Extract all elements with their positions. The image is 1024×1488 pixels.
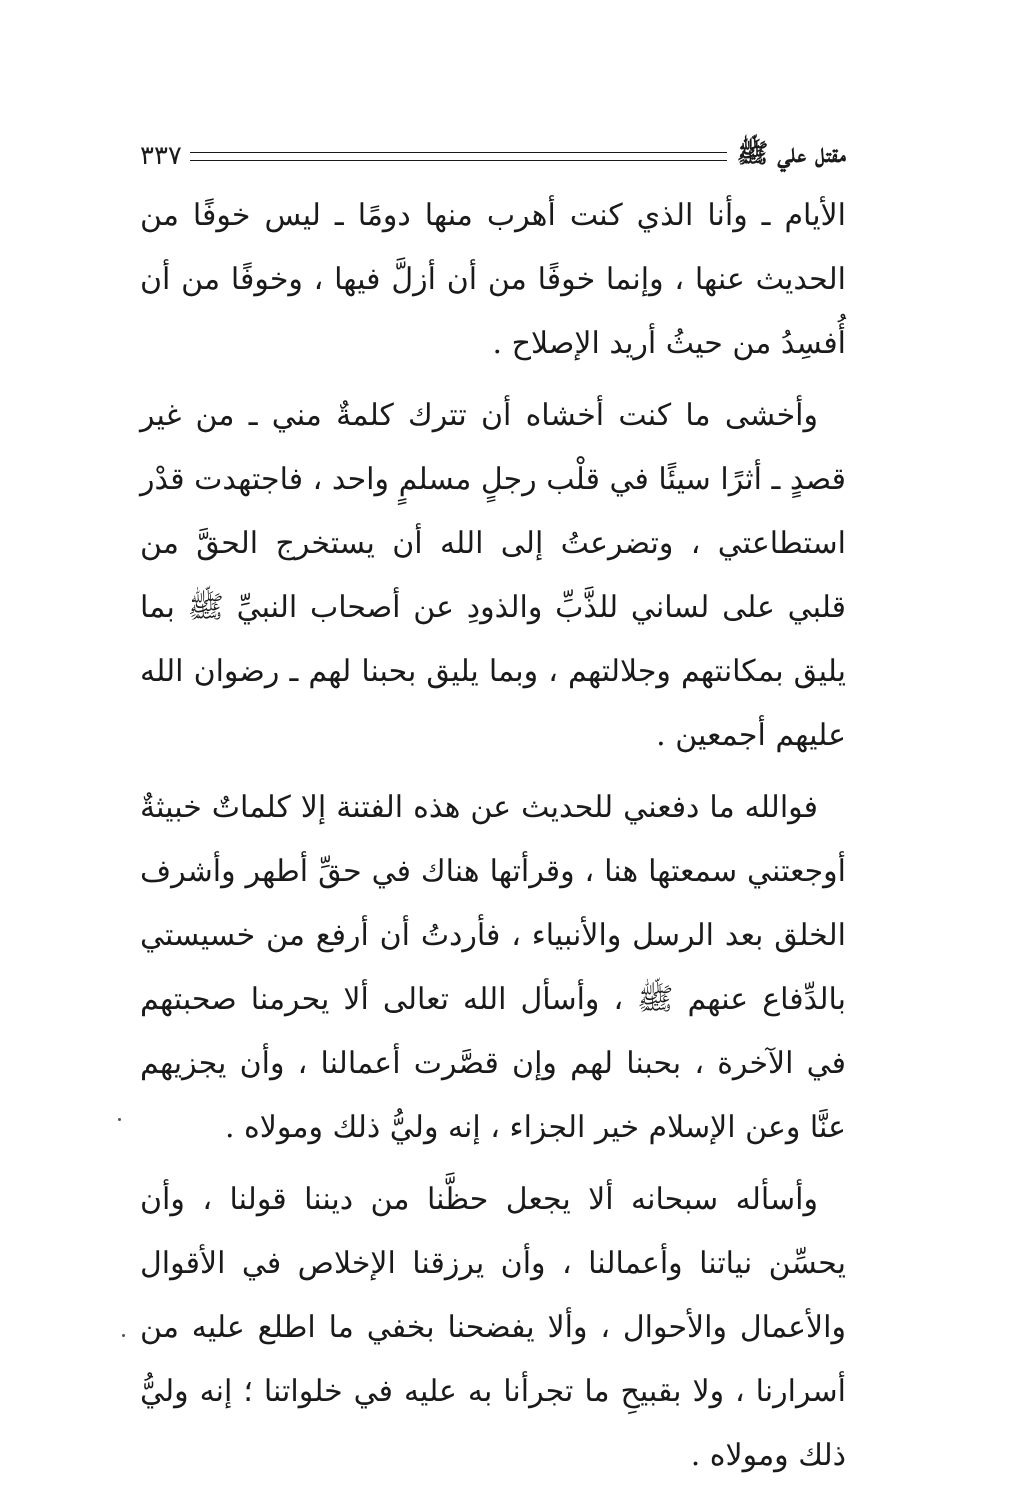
paragraph-4: وأسأله سبحانه ألا يجعل حظَّنا من ديننا قولنا ، وأن يحسِّن نياتنا وأعمالنا ، وأن يرزقنا الإخلاص في الأقوال والأعمال والأحوال ، وألا يفضحنا بخفي ما اطلع عليه من أسرارنا ، ولا بقبيحِ ما تجرأنا به عليه في خلواتنا ؛ إنه وليُّ ذلك ومولاه . [140,1182,846,1473]
body-text [140,184,846,1488]
running-head-title: مقتل علي ﷺ [736,139,846,169]
header-double-rule [190,152,727,161]
running-head [140,136,846,176]
scan-speck [118,1118,121,1121]
scan-speck [122,1334,125,1337]
paragraph-3: فوالله ما دفعني للحديث عن هذه الفتنة إلا كلماتٌ خبيثةٌ أوجعتني سمعتها هنا ، وقرأتها هناك في حقِّ أطهر وأشرف الخلق بعد الرسل والأنبياء ، فأردتُ أن أرفع من خسيستي بالدِّفاع عنهم ﷺ ، وأسأل الله تعالى ألا يحرمنا صحبتهم في الآخرة ، بحبنا لهم وإن قصَّرت أعمالنا ، وأن يجزيهم عنَّا وعن الإسلام خير الجزاء ، إنه وليُّ ذلك ومولاه . [140,790,846,1145]
paragraph-1: الأيام ـ وأنا الذي كنت أهرب منها دومًا ـ ليس خوفًا من الحديث عنها ، وإنما خوفًا من أن أزلَّ فيها ، وخوفًا من أن أُفسِدُ من حيثُ أريد الإصلاح . [140,198,846,361]
paragraph-2: وأخشى ما كنت أخشاه أن تترك كلمةٌ مني ـ من غير قصدٍ ـ أثرًا سيئًا في قلْب رجلٍ مسلمٍ واحد ، فاجتهدت قدْر استطاعتي ، وتضرعتُ إلى الله أن يستخرج الحقَّ من قلبي على لساني للذَّبِّ والذودِ عن أصحاب النبيِّ ﷺ بما يليق بمكانتهم وجلالتهم ، وبما يليق بحبنا لهم ـ رضوان الله عليهم أجمعين . [140,398,846,753]
page-number: ٣٣٧ [140,141,182,171]
